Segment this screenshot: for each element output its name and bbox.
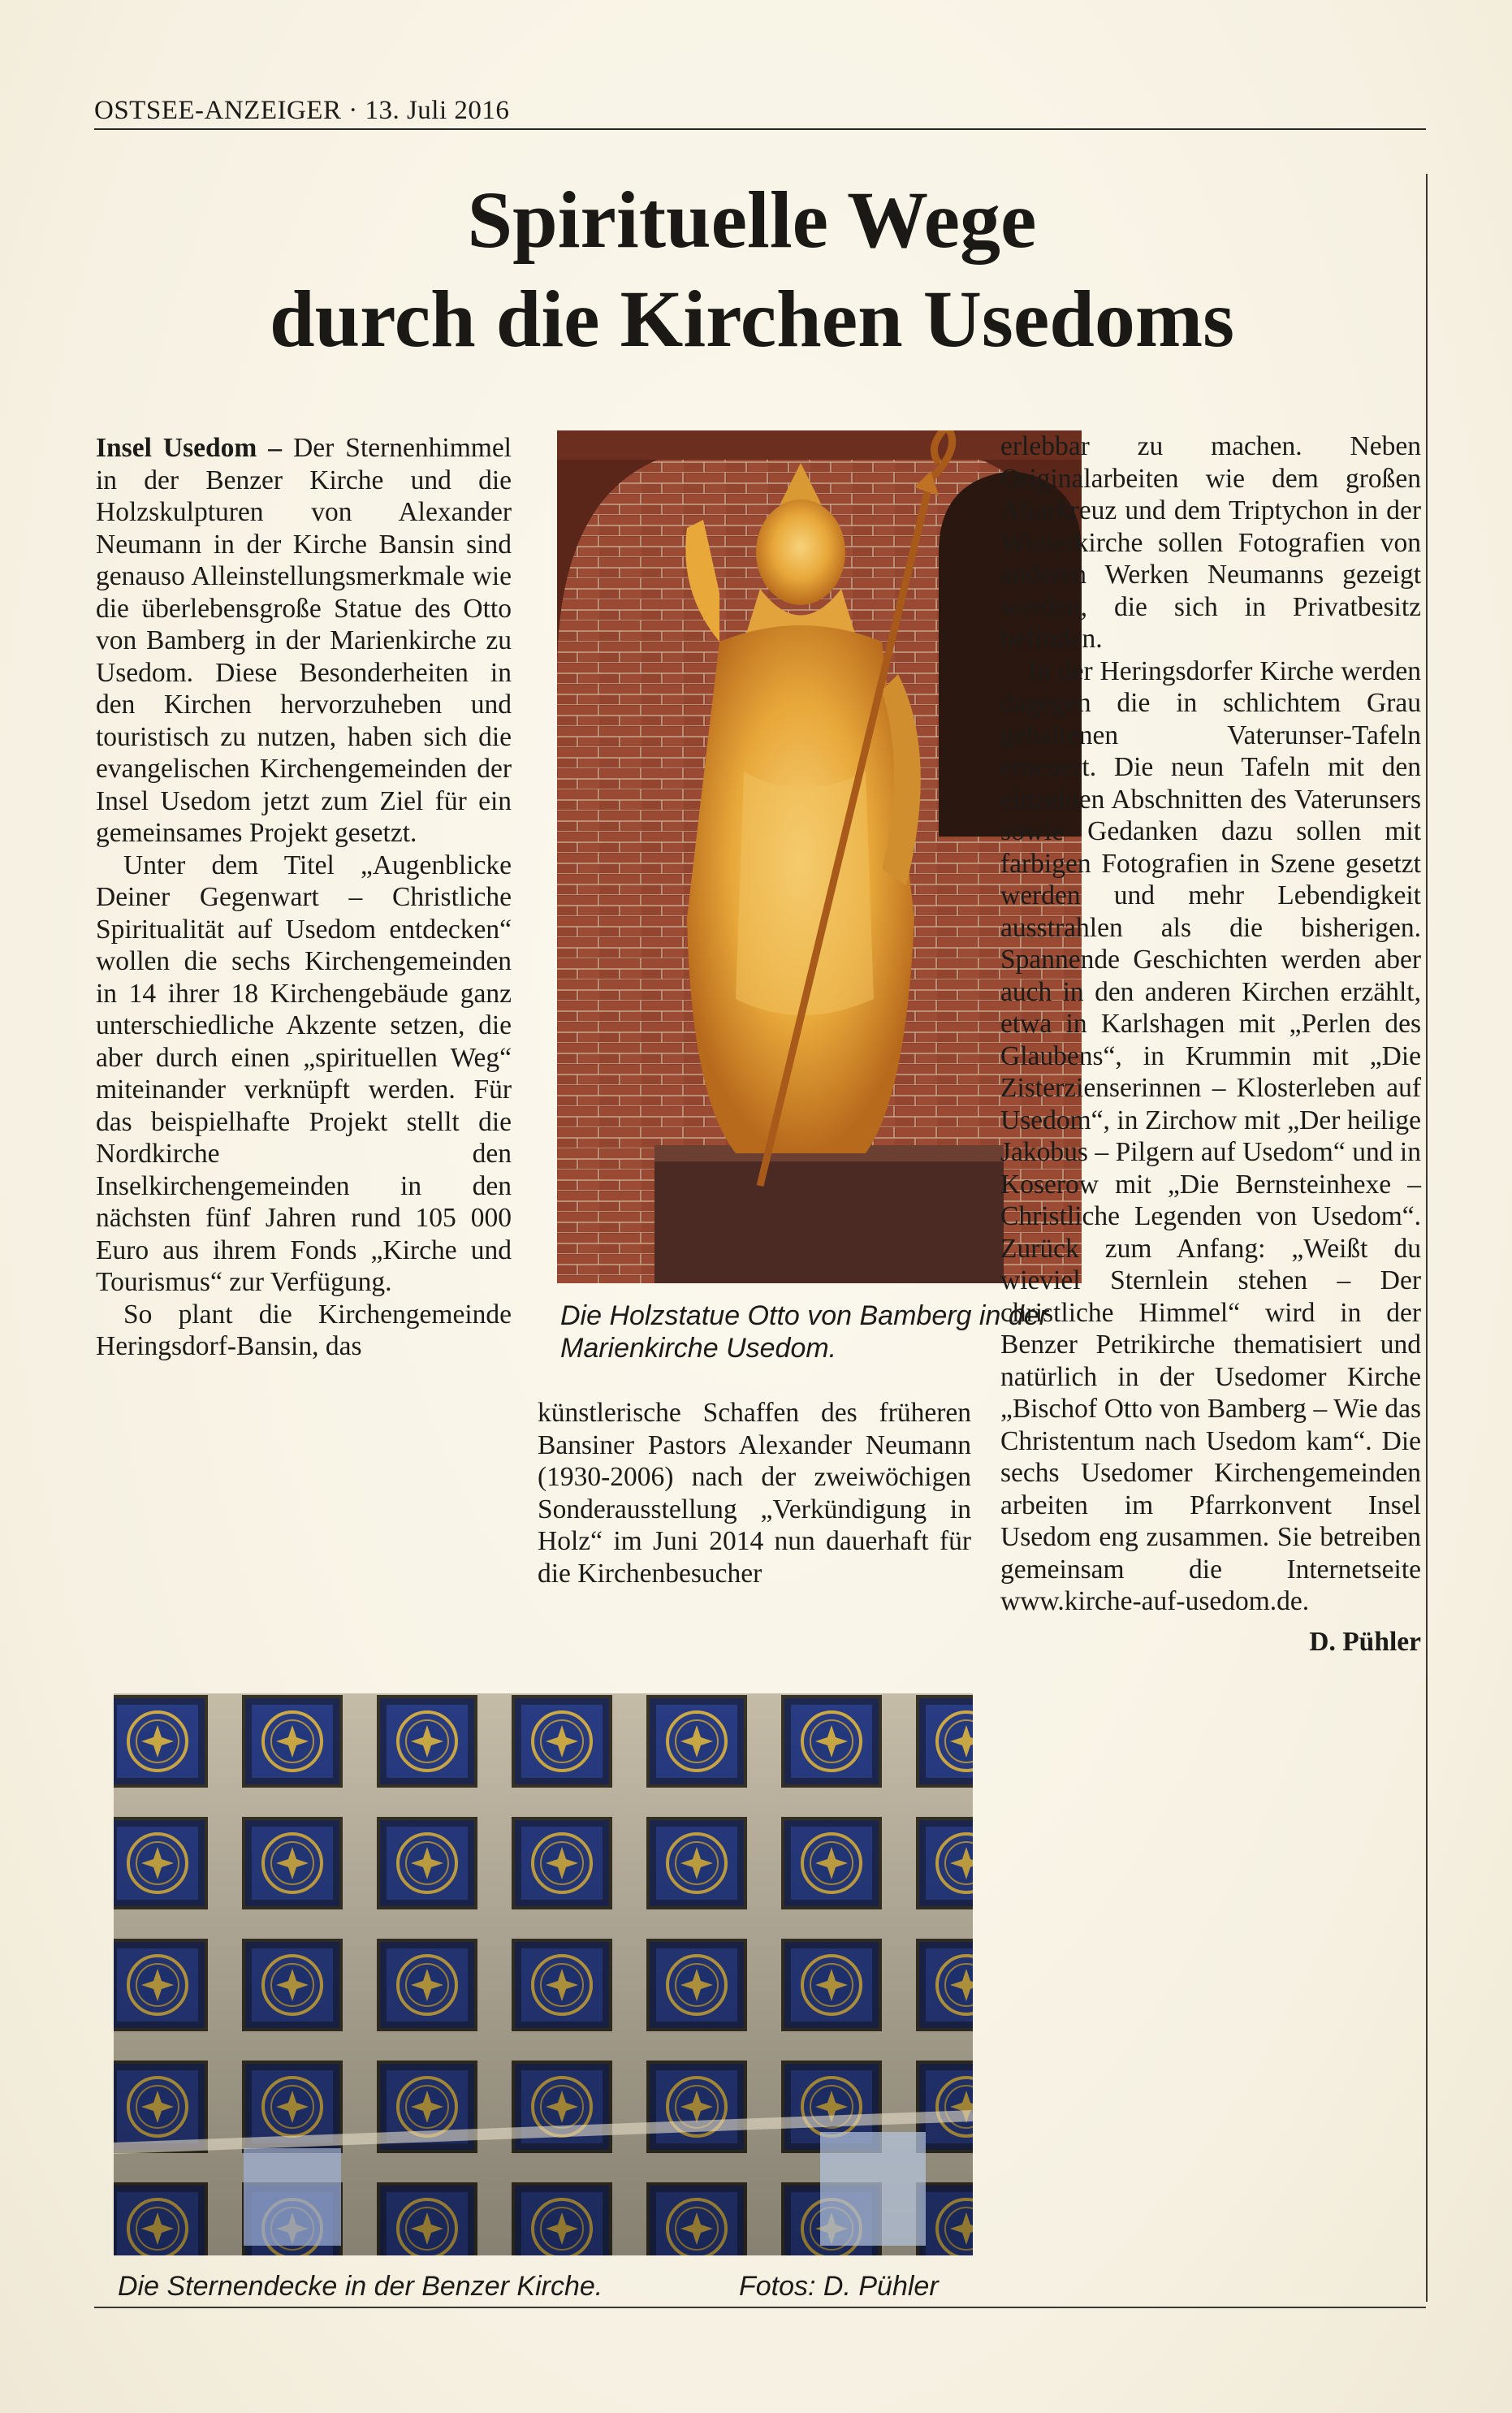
masthead-text: OSTSEE-ANZEIGER · 13. Juli 2016 [94, 96, 510, 125]
article-column-1 [96, 432, 512, 1363]
lead-label: Insel Usedom – [96, 433, 283, 463]
headline-line-1: Spirituelle Wege [467, 175, 1037, 265]
paragraph: So plant die Kirchengemeinde Heringsdorf-Bansin, das [96, 1299, 512, 1361]
column-rule-right [1426, 174, 1428, 2302]
ceiling-photo [114, 1693, 973, 2255]
paragraph: erlebbar zu machen. Neben Originalarbeiten wie dem großen Altarkreuz und dem Triptychon in der Winterkirche sollen Fotografien von anderen Werken Neumanns gezeigt werden, die sich in Privatbesitz befinden. [1000, 431, 1421, 654]
headline-line-2: durch die Kirchen Usedoms [269, 274, 1235, 364]
masthead [94, 93, 1426, 130]
paragraph [96, 432, 512, 850]
paragraph: In der Heringsdorfer Kirche werden dagegen die in schlichtem Grau gehaltenen Vaterunser-Tafeln erneuert. Die neun Tafeln mit den einzelnen Abschnitten des Vaterunsers sowie Gedanken dazu sollen mit farbigen Fotografien in Szene gesetzt werden und mehr Lebendigkeit ausstrahlen als die bisherigen. Spannende Geschichten werden aber auch in den anderen Kirchen erzählt, etwa in Karlshagen mit „Perlen des Glaubens“, in Krummin mit „Die Zisterzienserinnen – Klosterleben auf Usedom“, in Zirchow mit „Der heilige Jakobus – Pilgern auf Usedom“ und in Koserow mit „Die Bernsteinhexe – Christliche Legenden von Usedom“. Zurück zum Anfang: „Weißt du wieviel Sternlein stehen – Der christliche Himmel“ wird in der Benzer Petrikirche thematisiert und natürlich in der Usedomer Kirche „Bischof Otto von Bamberg – Wie das Christentum nach Usedom kam“. Die sechs Usedomer Kirchengemeinden arbeiten im Pfarrkonvent Insel Usedom eng zusammen. Sie betreiben gemeinsam die Internetseite www.kirche-auf-usedom.de. [1000, 655, 1421, 1616]
article-headline [94, 171, 1410, 369]
photo-credit: Fotos: D. Pühler [739, 2271, 939, 2302]
byline: D. Pühler [1309, 1626, 1421, 1657]
ceiling-caption: Die Sternendecke in der Benzer Kirche. [118, 2271, 603, 2302]
page-rule-bottom [94, 2307, 1426, 2308]
paragraph: Unter dem Titel „Augenblicke Deiner Gegenwart – Christliche Spiritualität auf Usedom entdecken“ wollen die sechs Kirchengemeinden in 14 ihrer 18 Kirchengebäude ganz unterschiedliche Akzente setzen, die aber durch einen „spirituellen Weg“ miteinander verknüpft werden. Für das beispielhafte Projekt stellt die Nordkirche den Inselkirchengemeinden in den nächsten fünf Jahren rund 105 000 Euro aus ihrem Fonds „Kirche und Tourismus“ zur Verfügung. [96, 850, 512, 1297]
paragraph-text: Der Sternenhimmel in der Benzer Kirche und die Holzskulpturen von Alexander Neumann in der Kirche Bansin sind genauso Alleinstellungsmerkmale wie die überlebensgroße Statue des Otto von Bamberg in der Marienkirche zu Usedom. Diese Besonderheiten in den Kirchen hervorzuheben und touristisch zu nutzen, haben sich die evangelischen Kirchengemeinden der Insel Usedom jetzt zum Ziel für ein gemeinsames Projekt gesetzt. [96, 433, 512, 848]
statue-caption: Die Holzstatue Otto von Bamberg in der Marienkirche Usedom. [560, 1300, 1048, 1364]
paragraph: künstlerische Schaffen des früheren Bansiner Pastors Alexander Neumann (1930-2006) nach der zweiwöchigen Sonderausstellung „Verkündigung in Holz“ im Juni 2014 nun dauerhaft für die Kirchenbesucher [538, 1398, 971, 1589]
article-column-2 [538, 1397, 971, 1589]
article-column-3 [1000, 430, 1421, 1658]
